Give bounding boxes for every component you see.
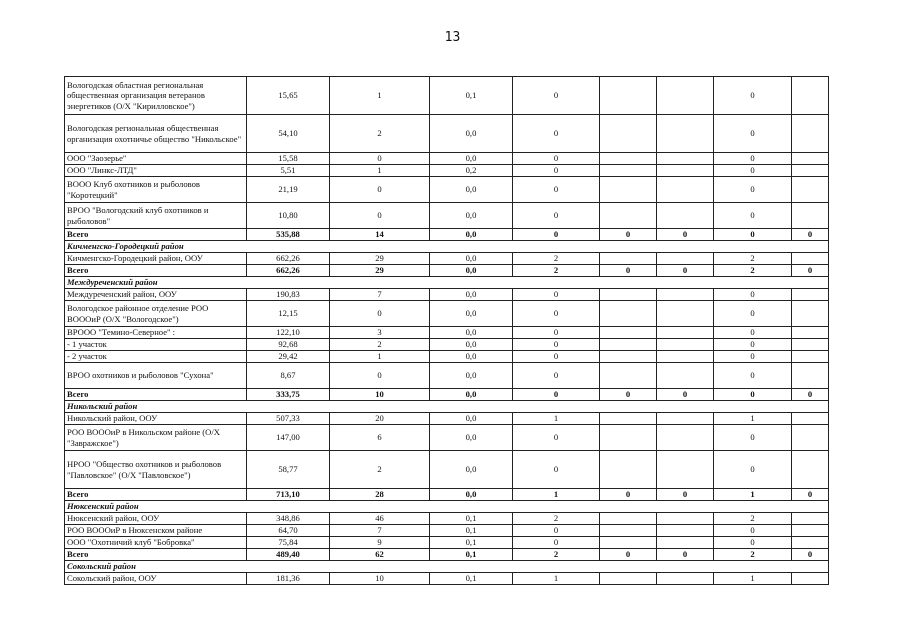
value-cell: 0 <box>513 229 600 241</box>
value-cell: 2 <box>513 513 600 525</box>
table-row <box>65 77 829 115</box>
value-cell: 0 <box>513 115 600 153</box>
value-cell: 0 <box>714 77 792 115</box>
value-cell: 0 <box>714 525 792 537</box>
value-cell <box>600 339 657 351</box>
table-row <box>65 153 829 165</box>
value-cell: 0 <box>513 289 600 301</box>
organization-name: Всего <box>65 265 247 277</box>
value-cell: 535,88 <box>247 229 330 241</box>
value-cell: 0,1 <box>430 549 513 561</box>
value-cell: 0 <box>600 549 657 561</box>
table-row <box>65 203 829 229</box>
value-cell: 0 <box>714 351 792 363</box>
value-cell <box>792 537 829 549</box>
value-cell: 54,10 <box>247 115 330 153</box>
value-cell <box>792 451 829 489</box>
value-cell: 0 <box>714 537 792 549</box>
value-cell <box>792 351 829 363</box>
table-row <box>65 351 829 363</box>
total-row <box>65 489 829 501</box>
value-cell: 6 <box>330 425 430 451</box>
value-cell: 2 <box>714 265 792 277</box>
table-row <box>65 115 829 153</box>
section-row <box>65 241 829 253</box>
total-row <box>65 229 829 241</box>
value-cell: 0 <box>513 327 600 339</box>
value-cell: 0 <box>714 115 792 153</box>
table-row <box>65 165 829 177</box>
value-cell: 0,0 <box>430 451 513 489</box>
value-cell <box>792 203 829 229</box>
value-cell <box>600 573 657 585</box>
table-row <box>65 413 829 425</box>
organization-name: ООО "Охотничий клуб "Бобровка" <box>65 537 247 549</box>
value-cell <box>600 289 657 301</box>
value-cell: 0 <box>600 389 657 401</box>
value-cell <box>600 327 657 339</box>
value-cell: 2 <box>330 451 430 489</box>
value-cell: 0 <box>792 489 829 501</box>
value-cell: 7 <box>330 289 430 301</box>
value-cell <box>657 573 714 585</box>
value-cell: 662,26 <box>247 265 330 277</box>
value-cell: 0 <box>714 289 792 301</box>
value-cell: 0 <box>513 537 600 549</box>
value-cell <box>600 77 657 115</box>
table-row <box>65 253 829 265</box>
value-cell: 713,10 <box>247 489 330 501</box>
value-cell: 0 <box>714 203 792 229</box>
value-cell: 0 <box>714 165 792 177</box>
value-cell: 0 <box>792 229 829 241</box>
value-cell: 29,42 <box>247 351 330 363</box>
organization-name: ВРОО охотников и рыболовов "Сухона" <box>65 363 247 389</box>
value-cell: 29 <box>330 265 430 277</box>
value-cell: 28 <box>330 489 430 501</box>
value-cell <box>600 413 657 425</box>
value-cell: 0 <box>600 489 657 501</box>
organization-name: Всего <box>65 229 247 241</box>
value-cell <box>792 177 829 203</box>
table-row <box>65 525 829 537</box>
total-row <box>65 549 829 561</box>
organization-name: Междуреченский район, ООУ <box>65 289 247 301</box>
value-cell: 10,80 <box>247 203 330 229</box>
organization-name: Всего <box>65 549 247 561</box>
value-cell <box>792 573 829 585</box>
value-cell <box>600 153 657 165</box>
value-cell: 0,0 <box>430 413 513 425</box>
value-cell <box>792 153 829 165</box>
organization-name: Нюксенский район, ООУ <box>65 513 247 525</box>
value-cell: 0 <box>513 389 600 401</box>
value-cell: 1 <box>714 573 792 585</box>
value-cell: 0,1 <box>430 77 513 115</box>
table-row <box>65 301 829 327</box>
value-cell: 1 <box>714 489 792 501</box>
value-cell: 1 <box>330 165 430 177</box>
value-cell: 0,1 <box>430 513 513 525</box>
value-cell <box>657 77 714 115</box>
value-cell <box>600 253 657 265</box>
value-cell: 0 <box>513 351 600 363</box>
district-name: Междуреченский район <box>65 277 829 289</box>
organization-name: РОО ВОООиР в Нюксенском районе <box>65 525 247 537</box>
organization-name: - 1 участок <box>65 339 247 351</box>
table-row <box>65 339 829 351</box>
value-cell <box>792 363 829 389</box>
value-cell <box>657 177 714 203</box>
section-row <box>65 401 829 413</box>
section-row <box>65 501 829 513</box>
value-cell <box>657 153 714 165</box>
value-cell <box>600 351 657 363</box>
table-row <box>65 537 829 549</box>
organization-name: Кичменгско-Городецкий район, ООУ <box>65 253 247 265</box>
value-cell: 0 <box>513 339 600 351</box>
value-cell: 0 <box>513 525 600 537</box>
value-cell: 0 <box>513 301 600 327</box>
value-cell <box>657 451 714 489</box>
value-cell: 2 <box>714 253 792 265</box>
organization-name: РОО ВОООиР в Никольском районе (О/Х "Завражское") <box>65 425 247 451</box>
value-cell <box>792 289 829 301</box>
organization-name: НРОО "Общество охотников и рыболовов "Павловское" (О/Х "Павловское") <box>65 451 247 489</box>
value-cell: 1 <box>330 77 430 115</box>
value-cell: 15,65 <box>247 77 330 115</box>
organization-name: Никольский район, ООУ <box>65 413 247 425</box>
value-cell: 0 <box>714 229 792 241</box>
value-cell <box>600 165 657 177</box>
value-cell: 2 <box>513 253 600 265</box>
value-cell: 0 <box>513 77 600 115</box>
value-cell: 0 <box>714 363 792 389</box>
value-cell: 0,0 <box>430 289 513 301</box>
value-cell: 64,70 <box>247 525 330 537</box>
value-cell: 2 <box>330 115 430 153</box>
value-cell: 0,0 <box>430 389 513 401</box>
table-row <box>65 177 829 203</box>
value-cell: 0 <box>714 389 792 401</box>
value-cell: 10 <box>330 573 430 585</box>
value-cell: 20 <box>330 413 430 425</box>
value-cell <box>600 537 657 549</box>
value-cell: 0 <box>657 389 714 401</box>
value-cell: 0 <box>513 165 600 177</box>
value-cell: 0,0 <box>430 115 513 153</box>
organization-name: Вологодская областная региональная общественная организация ветеранов энергетиков (О/Х "Кирилловское") <box>65 77 247 115</box>
value-cell: 0 <box>330 177 430 203</box>
value-cell <box>600 363 657 389</box>
value-cell: 0,0 <box>430 351 513 363</box>
district-name: Нюксенский район <box>65 501 829 513</box>
value-cell: 75,84 <box>247 537 330 549</box>
value-cell: 2 <box>330 339 430 351</box>
organization-name: Вологодская региональная общественная организация охотничье общество "Никольское" <box>65 115 247 153</box>
value-cell <box>657 253 714 265</box>
value-cell <box>657 289 714 301</box>
value-cell <box>657 363 714 389</box>
table-row <box>65 451 829 489</box>
value-cell: 1 <box>513 413 600 425</box>
value-cell: 0 <box>792 549 829 561</box>
value-cell <box>657 165 714 177</box>
value-cell <box>600 513 657 525</box>
value-cell: 2 <box>714 513 792 525</box>
value-cell: 0 <box>513 425 600 451</box>
value-cell: 0 <box>513 153 600 165</box>
value-cell: 0 <box>714 339 792 351</box>
value-cell: 58,77 <box>247 451 330 489</box>
organization-name: Всего <box>65 489 247 501</box>
value-cell: 147,00 <box>247 425 330 451</box>
value-cell: 29 <box>330 253 430 265</box>
value-cell: 333,75 <box>247 389 330 401</box>
value-cell: 0 <box>513 177 600 203</box>
organization-name: ООО "Заозерье" <box>65 153 247 165</box>
district-name: Кичменгско-Городецкий район <box>65 241 829 253</box>
value-cell <box>792 253 829 265</box>
page-number: 13 <box>444 30 461 45</box>
value-cell: 3 <box>330 327 430 339</box>
value-cell: 0 <box>600 229 657 241</box>
value-cell <box>600 451 657 489</box>
value-cell: 0 <box>714 451 792 489</box>
value-cell: 21,19 <box>247 177 330 203</box>
value-cell <box>600 525 657 537</box>
organization-name: ВРООО "Темино-Северное" : <box>65 327 247 339</box>
value-cell: 8,67 <box>247 363 330 389</box>
table-row <box>65 425 829 451</box>
value-cell: 15,58 <box>247 153 330 165</box>
value-cell: 0,2 <box>430 165 513 177</box>
value-cell: 190,83 <box>247 289 330 301</box>
value-cell: 0 <box>600 265 657 277</box>
value-cell: 0,1 <box>430 573 513 585</box>
district-name: Никольский район <box>65 401 829 413</box>
organization-name: Вологодское районное отделение РОО ВОООиР (О/Х "Вологодское") <box>65 301 247 327</box>
organization-name: ВООО Клуб охотников и рыболовов "Коротецкий" <box>65 177 247 203</box>
organization-name: Всего <box>65 389 247 401</box>
organization-name: - 2 участок <box>65 351 247 363</box>
value-cell: 2 <box>513 549 600 561</box>
value-cell <box>600 301 657 327</box>
value-cell: 0,0 <box>430 489 513 501</box>
value-cell: 0,0 <box>430 339 513 351</box>
value-cell <box>792 301 829 327</box>
value-cell: 0,0 <box>430 153 513 165</box>
value-cell: 2 <box>714 549 792 561</box>
value-cell: 0 <box>657 489 714 501</box>
total-row <box>65 265 829 277</box>
value-cell <box>657 301 714 327</box>
value-cell <box>792 513 829 525</box>
value-cell <box>657 413 714 425</box>
value-cell: 0,0 <box>430 301 513 327</box>
value-cell: 0 <box>792 389 829 401</box>
value-cell: 0 <box>792 265 829 277</box>
value-cell: 0 <box>513 451 600 489</box>
value-cell <box>792 165 829 177</box>
value-cell <box>792 339 829 351</box>
table-row <box>65 327 829 339</box>
organization-name: Сокольский район, ООУ <box>65 573 247 585</box>
value-cell: 1 <box>513 573 600 585</box>
organization-name: ВРОО "Вологодский клуб охотников и рыболовов" <box>65 203 247 229</box>
value-cell: 181,36 <box>247 573 330 585</box>
value-cell: 0 <box>513 203 600 229</box>
value-cell: 0 <box>714 327 792 339</box>
organization-name: ООО "Линкс-ЛТД" <box>65 165 247 177</box>
section-row <box>65 561 829 573</box>
value-cell <box>792 413 829 425</box>
value-cell <box>657 115 714 153</box>
value-cell: 5,51 <box>247 165 330 177</box>
value-cell: 46 <box>330 513 430 525</box>
value-cell <box>657 537 714 549</box>
table-row <box>65 363 829 389</box>
value-cell: 14 <box>330 229 430 241</box>
table-row <box>65 573 829 585</box>
value-cell: 7 <box>330 525 430 537</box>
value-cell: 0,0 <box>430 253 513 265</box>
value-cell <box>792 425 829 451</box>
value-cell: 0 <box>657 229 714 241</box>
value-cell: 1 <box>330 351 430 363</box>
value-cell: 662,26 <box>247 253 330 265</box>
value-cell <box>657 339 714 351</box>
value-cell: 62 <box>330 549 430 561</box>
value-cell <box>657 351 714 363</box>
value-cell: 0 <box>714 425 792 451</box>
value-cell <box>657 513 714 525</box>
value-cell: 0 <box>714 177 792 203</box>
value-cell: 507,33 <box>247 413 330 425</box>
value-cell: 0 <box>330 203 430 229</box>
value-cell: 0,0 <box>430 425 513 451</box>
value-cell <box>657 525 714 537</box>
value-cell <box>600 425 657 451</box>
value-cell <box>657 203 714 229</box>
value-cell: 0,0 <box>430 363 513 389</box>
value-cell <box>600 115 657 153</box>
value-cell: 0 <box>657 265 714 277</box>
value-cell <box>792 327 829 339</box>
value-cell <box>657 425 714 451</box>
value-cell: 0,0 <box>430 229 513 241</box>
value-cell: 348,86 <box>247 513 330 525</box>
value-cell: 12,15 <box>247 301 330 327</box>
value-cell: 0,1 <box>430 537 513 549</box>
value-cell: 0,0 <box>430 177 513 203</box>
value-cell: 0 <box>330 153 430 165</box>
value-cell: 0 <box>714 153 792 165</box>
value-cell: 1 <box>513 489 600 501</box>
total-row <box>65 389 829 401</box>
table-row <box>65 513 829 525</box>
hunting-grounds-table <box>64 76 829 585</box>
value-cell: 0 <box>657 549 714 561</box>
value-cell: 2 <box>513 265 600 277</box>
value-cell: 0,1 <box>430 525 513 537</box>
value-cell: 1 <box>714 413 792 425</box>
value-cell <box>792 77 829 115</box>
value-cell: 9 <box>330 537 430 549</box>
value-cell: 0 <box>330 363 430 389</box>
value-cell <box>657 327 714 339</box>
value-cell: 489,40 <box>247 549 330 561</box>
table-row <box>65 289 829 301</box>
district-name: Сокольский район <box>65 561 829 573</box>
value-cell: 10 <box>330 389 430 401</box>
value-cell: 0 <box>513 363 600 389</box>
value-cell <box>792 525 829 537</box>
value-cell: 0,0 <box>430 265 513 277</box>
value-cell <box>600 203 657 229</box>
value-cell: 0,0 <box>430 327 513 339</box>
value-cell: 122,10 <box>247 327 330 339</box>
section-row <box>65 277 829 289</box>
value-cell <box>792 115 829 153</box>
value-cell: 92,68 <box>247 339 330 351</box>
value-cell <box>600 177 657 203</box>
value-cell: 0 <box>330 301 430 327</box>
value-cell: 0,0 <box>430 203 513 229</box>
value-cell: 0 <box>714 301 792 327</box>
